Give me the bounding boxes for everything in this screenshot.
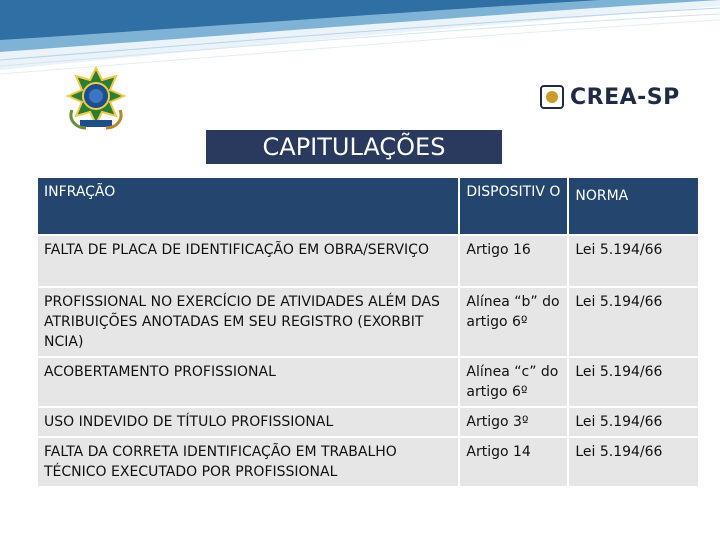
cell-norma: Lei 5.194/66: [568, 407, 699, 437]
cell-infracao: FALTA DA CORRETA IDENTIFICAÇÃO EM TRABALHO TÉCNICO EXECUTADO POR PROFISSIONAL: [37, 437, 459, 487]
table-row: [37, 407, 699, 437]
cell-dispositivo: Alínea “c” do artigo 6º: [459, 357, 568, 407]
cell-infracao: USO INDEVIDO DE TÍTULO PROFISSIONAL: [37, 407, 459, 437]
cell-dispositivo: Artigo 14: [459, 437, 568, 487]
capitulacoes-table: [36, 176, 700, 488]
cell-dispositivo: Artigo 3º: [459, 407, 568, 437]
table-row: [37, 287, 699, 357]
cell-norma: Lei 5.194/66: [568, 235, 699, 287]
cell-infracao: PROFISSIONAL NO EXERCÍCIO DE ATIVIDADES ALÉM DAS ATRIBUIÇÕES ANOTADAS EM SEU REGISTRO (EXORBIT NCIA): [37, 287, 459, 357]
cell-infracao: FALTA DE PLACA DE IDENTIFICAÇÃO EM OBRA/SERVIÇO: [37, 235, 459, 287]
logo-text: CREA-SP: [570, 84, 680, 110]
header-dispositivo: DISPOSITIV O: [459, 177, 568, 235]
cell-infracao: ACOBERTAMENTO PROFISSIONAL: [37, 357, 459, 407]
header-norma: NORMA: [568, 177, 699, 235]
cell-norma: Lei 5.194/66: [568, 357, 699, 407]
logo-mark-icon: [540, 85, 564, 109]
cell-dispositivo: Alínea “b” do artigo 6º: [459, 287, 568, 357]
crea-sp-logo: [540, 84, 702, 110]
table-row: [37, 437, 699, 487]
cell-dispositivo: Artigo 16: [459, 235, 568, 287]
table-row: [37, 357, 699, 407]
header-infracao: INFRAÇÃO: [37, 177, 459, 235]
table-header-row: [37, 177, 699, 235]
cell-norma: Lei 5.194/66: [568, 287, 699, 357]
table-row: [37, 235, 699, 287]
page-title: CAPITULAÇÕES: [206, 130, 502, 164]
coat-of-arms-icon: [62, 66, 130, 132]
cell-norma: Lei 5.194/66: [568, 437, 699, 487]
